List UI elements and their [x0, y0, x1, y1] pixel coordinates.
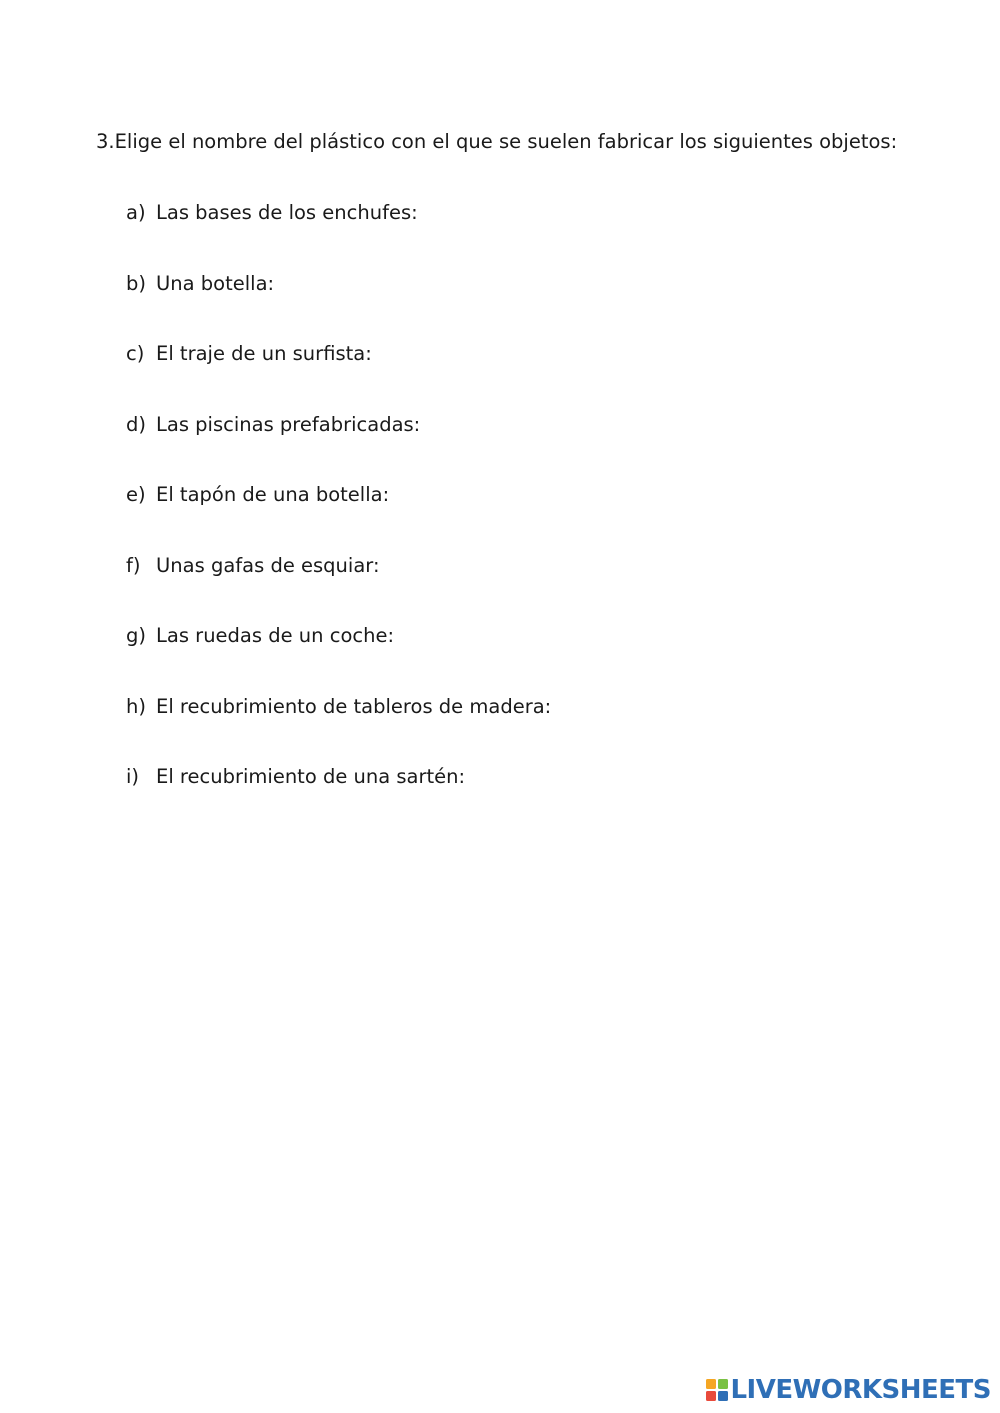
item-letter: d) — [126, 412, 146, 436]
item-label: Una botella: — [156, 271, 275, 295]
item-letter: a) — [126, 201, 146, 224]
list-item — [126, 618, 551, 653]
liveworksheets-logo — [706, 1375, 991, 1405]
list-item — [126, 759, 551, 794]
logo-text: LIVEWORKSHEETS — [730, 1375, 991, 1405]
list-item — [126, 477, 551, 512]
item-letter: b) — [126, 271, 146, 295]
answer-item-list — [126, 195, 551, 830]
liveworksheets-logo-icon — [706, 1379, 728, 1401]
list-item — [126, 407, 551, 442]
item-label: El traje de un surfista: — [156, 342, 372, 365]
item-label: El recubrimiento de tableros de madera: — [156, 694, 552, 718]
item-letter: i) — [126, 765, 140, 788]
list-item — [126, 195, 551, 230]
item-label: El recubrimiento de una sartén: — [156, 765, 466, 788]
item-label: El tapón de una botella: — [156, 483, 390, 506]
list-item — [126, 336, 551, 371]
list-item — [126, 689, 551, 724]
item-letter: g) — [126, 624, 146, 647]
item-label: Unas gafas de esquiar: — [156, 553, 380, 577]
item-letter: e) — [126, 483, 146, 506]
item-letter: f) — [126, 553, 141, 577]
item-letter: h) — [126, 694, 146, 718]
item-label: Las piscinas prefabricadas: — [156, 412, 421, 436]
item-label: Las ruedas de un coche: — [156, 624, 395, 647]
item-label: Las bases de los enchufes: — [156, 201, 418, 224]
list-item — [126, 266, 551, 301]
list-item — [126, 548, 551, 583]
item-letter: c) — [126, 342, 145, 365]
question-text: 3.Elige el nombre del plástico con el que se suelen fabricar los siguientes objetos: — [96, 130, 898, 153]
